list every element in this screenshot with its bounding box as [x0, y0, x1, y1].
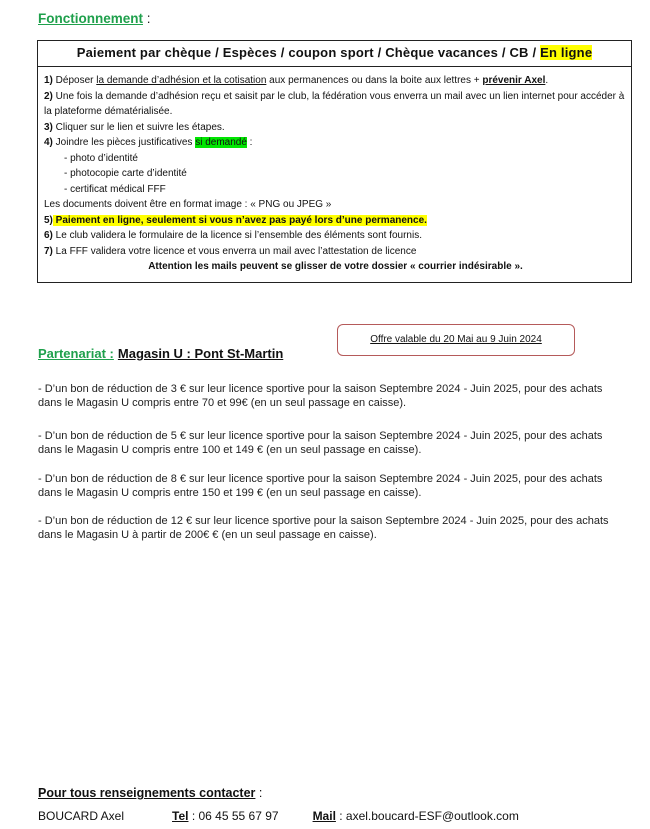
- step-2-text: Une fois la demande d’adhésion reçu et saisit par le club, la fédération vous enverra un mail avec un lien internet pour accéder à la plateforme dématérialisée.: [44, 90, 625, 117]
- partnership-colon: :: [109, 346, 114, 361]
- step-6: [44, 228, 627, 244]
- contact-name: BOUCARD Axel: [38, 809, 125, 823]
- fonctionnement-colon: :: [143, 11, 151, 26]
- step-3: [44, 120, 627, 136]
- discount-offer: - D’un bon de réduction de 8 € sur leur licence sportive pour la saison Septembre 2024 - Juin 2025, pour des achats dans le Magasin U compris entre 150 et 199 € (en un seul passage en caisse).: [38, 473, 603, 499]
- step-5: [44, 213, 627, 229]
- step-3-number: 3): [44, 121, 53, 133]
- step-5-number: 5): [44, 214, 53, 226]
- payment-online-label: En ligne: [540, 45, 593, 60]
- payment-info-box: [37, 40, 632, 283]
- step-1-text: Déposer: [52, 75, 97, 86]
- step-1-contact: prévenir Axel: [482, 75, 546, 86]
- discount-offer: - D’un bon de réduction de 3 € sur leur licence sportive pour la saison Septembre 2024 - Juin 2025, pour des achats dans le Magasin U compris entre 70 et 99€ (en un seul passage en caisse).: [38, 383, 603, 409]
- step-4: [44, 135, 627, 151]
- step-1-text-2: aux permanences ou dans la boite aux lettres +: [266, 75, 483, 86]
- format-note: Les documents doivent être en format image : « PNG ou JPEG »: [44, 199, 332, 210]
- step-6-text: Le club validera le formulaire de la licence si l’ensemble des éléments sont fournis.: [52, 230, 422, 241]
- discount-offer: - D’un bon de réduction de 5 € sur leur licence sportive pour la saison Septembre 2024 - Juin 2025, pour des achats dans le Magasin U compris entre 100 et 149 € (en un seul passage en caisse).: [38, 430, 603, 456]
- step-1-end: .: [545, 75, 549, 86]
- partnership-heading: [38, 346, 283, 361]
- step-6-number: 6): [44, 230, 53, 241]
- fonctionnement-title: Fonctionnement: [38, 11, 143, 26]
- offer-validity-text: Offre valable du 20 Mai au 9 Juin 2024: [370, 334, 542, 345]
- payment-methods-header: [38, 41, 631, 67]
- doc-item: - photocopie carte d’identité: [64, 168, 187, 179]
- step-2: [44, 89, 627, 120]
- step-5-text: Paiement en ligne, seulement si vous n’avez pas payé lors d’une permanence.: [52, 214, 427, 226]
- payment-methods-text: Paiement par chèque / Espèces / coupon sport / Chèque vacances / CB /: [76, 45, 537, 60]
- tel-label: Tel: [172, 809, 189, 823]
- partnership-label-text: Partenariat: [38, 346, 110, 361]
- partnership-label: [38, 346, 114, 361]
- discount-offer: - D’un bon de réduction de 12 € sur leur licence sportive pour la saison Septembre 2024 - Juin 2025, pour des achats dans le Magasin U à partir de 200€ € (en un seul passage en caisse).: [38, 515, 609, 541]
- offer-validity-box: [337, 324, 575, 356]
- step-7-text: La FFF validera votre licence et vous enverra un mail avec l’attestation de licence: [52, 245, 417, 257]
- contact-title: Pour tous renseignements contacter: [38, 786, 256, 800]
- step-4-end: :: [246, 137, 253, 148]
- mail-value: : axel.boucard-ESF@outlook.com: [335, 809, 519, 823]
- contact-colon: :: [255, 786, 263, 800]
- step-1: [44, 73, 627, 89]
- step-1-number: 1): [44, 75, 53, 86]
- mail-label: Mail: [312, 809, 336, 823]
- step-7-number: 7): [44, 245, 53, 257]
- fonctionnement-heading: [38, 11, 151, 26]
- step-7: [44, 244, 627, 260]
- step-2-number: 2): [44, 90, 53, 102]
- step-4-highlight: si demandé: [195, 137, 247, 148]
- payment-steps: [44, 73, 627, 275]
- contact-details: [38, 809, 519, 823]
- step-3-text: Cliquer sur le lien et suivre les étapes.: [52, 121, 225, 133]
- doc-item: - photo d’identité: [64, 152, 138, 164]
- doc-item: - certificat médical FFF: [64, 183, 166, 195]
- step-1-underlined: la demande d’adhésion et la cotisation: [96, 75, 267, 86]
- partner-store-name: Magasin U : Pont St-Martin: [117, 346, 284, 361]
- step-4-number: 4): [44, 137, 53, 148]
- contact-heading: [38, 786, 262, 800]
- spam-warning: Attention les mails peuvent se glisser de votre dossier « courrier indésirable ».: [148, 261, 523, 272]
- step-4-text: Joindre les pièces justificatives: [52, 137, 196, 148]
- tel-value: : 06 45 55 67 97: [188, 809, 279, 823]
